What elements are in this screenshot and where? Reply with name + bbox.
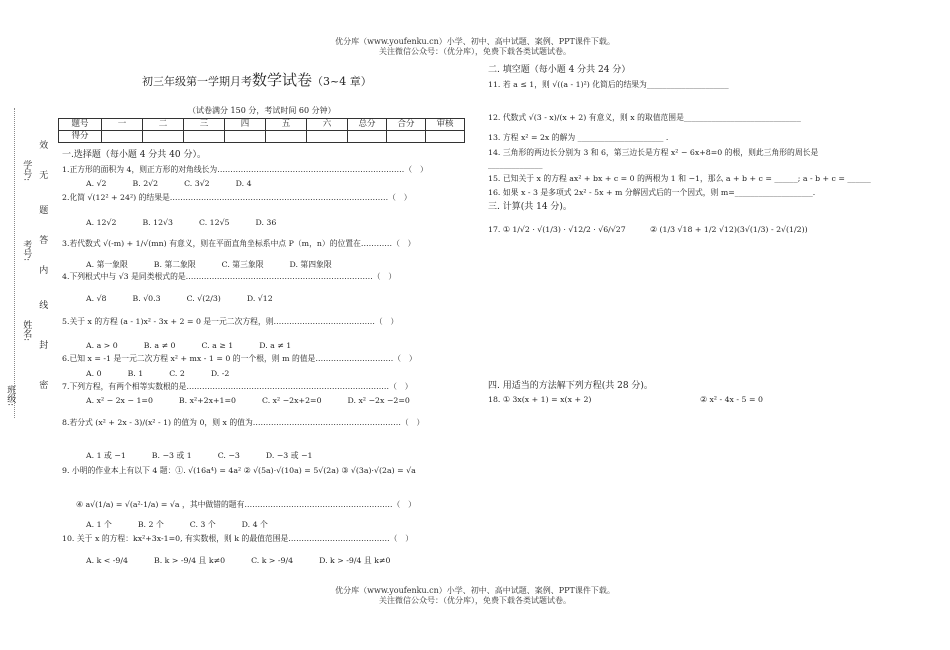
title-main: 数学试卷 [252, 71, 313, 89]
q7-options [86, 396, 436, 406]
q7-option-b[interactable]: B. x²+2x+1=0 [178, 396, 236, 405]
score-header-cell: 四 [225, 119, 266, 131]
q5-option-b[interactable]: B. a ≠ 0 [143, 341, 176, 350]
q7-option-d[interactable]: D. x² −2x −2=0 [347, 396, 410, 405]
q10-option-a[interactable]: A. k < -9/4 [86, 556, 128, 565]
page-title [142, 71, 372, 90]
header-bottom [0, 586, 950, 606]
q4-option-d[interactable]: D. √12 [246, 294, 273, 303]
seal-char-1: 密 [37, 380, 48, 389]
score-cell[interactable] [426, 131, 465, 143]
q9-options [86, 520, 294, 530]
score-cell[interactable] [225, 131, 266, 143]
q16: 16. 如果 x - 3 是多项式 2x² - 5x + m 分解因式后的一个因式，则 m=____________________. [488, 188, 816, 197]
seal-char-8: 效 [37, 140, 48, 149]
student-no-label: 学号: [21, 160, 32, 182]
q10-stem: 10. 关于 x 的方程：kx²+3x-1=0, 有实数根，则 k 的最值范围是…………………………………（ ） [62, 534, 414, 543]
q2-option-d[interactable]: D. 36 [255, 218, 277, 227]
q1-option-a[interactable]: A. √2 [86, 179, 107, 188]
score-header-cell: 题号 [59, 119, 102, 131]
q17-part2: ② (1/3 √18 + 1/2 √12)(3√(1/3) - 2√(1/2)) [650, 225, 808, 234]
seal-char-2: 封 [37, 340, 48, 349]
section1-heading: 一.选择题（每小题 4 分共 40 分）。 [62, 150, 206, 160]
q8-option-b[interactable]: B. −3 或 1 [151, 451, 192, 460]
score-cell[interactable] [387, 131, 426, 143]
seal-char-7: 无 [37, 170, 48, 179]
q5-options [86, 341, 317, 351]
q1-option-b[interactable]: B. 2√2 [132, 179, 159, 188]
title-post: （3~4 章） [312, 75, 372, 88]
title-pre: 初三年级第一学期月考 [142, 75, 252, 88]
q6-stem: 6.已知 x = -1 是一元二次方程 x² + mx - 1 = 0 的一个根，则 m 的值是…………………………（ ） [62, 354, 417, 363]
q6-options [86, 369, 255, 379]
q5-option-c[interactable]: C. a ≥ 1 [201, 341, 234, 350]
section4-heading: 四. 用适当的方法解下列方程(共 28 分)。 [488, 381, 653, 391]
header-bottom-line2: 关注微信公众号：（优分库），免费下载各类试题试卷。 [379, 596, 571, 605]
q4-option-a[interactable]: A. √8 [86, 294, 107, 303]
header-top [0, 37, 950, 57]
score-header-cell: 合分 [387, 119, 426, 131]
score-header-row [59, 119, 465, 131]
q3-stem: 3.若代数式 √(-m) + 1/√(mn) 有意义，则在平面直角坐标系中点 P（m，n）的位置在…………（ ） [62, 239, 416, 248]
q14-line2: ______________ [488, 160, 543, 169]
score-header-cell: 五 [266, 119, 307, 131]
q1-stem: 1.正方形的面积为 4，则正方形的对角线长为………………………………………………………………（ ） [62, 165, 428, 174]
q4-option-b[interactable]: B. √0.3 [132, 294, 161, 303]
q13: 13. 方程 x² = 2x 的解为 ______________________ . [488, 133, 669, 142]
header-top-line1: 优分库（www.youfenku.cn）小学、初中、高中试题、案例、PPT课件下载。 [335, 37, 615, 46]
score-row-label: 得分 [59, 131, 102, 143]
q15: 15. 已知关于 x 的方程 ax² + bx + c = 0 的两根为 1 和 −1，那么 a + b + c = ______; a - b + c = ______ [488, 174, 871, 183]
q6-option-b[interactable]: B. 1 [127, 369, 144, 378]
q3-option-d[interactable]: D. 第四象限 [289, 260, 332, 269]
q9-stem: 9. 小明的作业本上有以下 4 题：①. √(16a⁴) = 4a² ② √(5a)·√(10a) = 5√(2a) ③ √(3a)·√(2a) = √a [62, 466, 416, 475]
q10-option-b[interactable]: B. k > -9/4 且 k≠0 [154, 556, 226, 565]
q2-option-a[interactable]: A. 12√2 [86, 218, 117, 227]
q4-option-c[interactable]: C. √(2/3) [186, 294, 221, 303]
q9-option-c[interactable]: C. 3 个 [189, 520, 216, 529]
q8-option-a[interactable]: A. 1 或 −1 [86, 451, 126, 460]
header-top-line2: 关注微信公众号：（优分库），免费下载各类试题试卷。 [379, 47, 571, 56]
score-cell[interactable] [184, 131, 225, 143]
class-label: 班级: [5, 385, 16, 407]
score-cell[interactable] [143, 131, 184, 143]
q5-option-d[interactable]: D. a ≠ 1 [259, 341, 292, 350]
q7-stem: 7.下列方程，有两个相等实数根的是……………………………………………………………………（ ） [62, 382, 413, 391]
seal-char-6: 题 [37, 205, 48, 214]
seal-line [14, 108, 15, 418]
q4-stem: 4.下列根式中与 √3 是同类根式的是………………………………………………………………（ ） [62, 272, 397, 281]
q8-stem: 8.若分式 (x² + 2x - 3)/(x² - 1) 的值为 0，则 x 的值为…………………………………………………（ ） [62, 418, 425, 427]
q17-part1: 17. ① 1/√2 · √(1/3) · √12/2 · √6/√27 [488, 225, 626, 234]
score-cell[interactable] [266, 131, 307, 143]
q3-option-a[interactable]: A. 第一象限 [86, 260, 128, 269]
q2-option-c[interactable]: C. 12√5 [199, 218, 230, 227]
q1-option-c[interactable]: C. 3√2 [184, 179, 210, 188]
q9-option-a[interactable]: A. 1 个 [86, 520, 112, 529]
q6-option-a[interactable]: A. 0 [86, 369, 102, 378]
score-table [58, 118, 465, 143]
q12: 12. 代数式 √(3 - x)/(x + 2) 有意义，则 x 的取值范围是______________________________ [488, 113, 801, 122]
score-header-cell: 六 [307, 119, 348, 131]
q5-stem: 5.关于 x 的方程 (a - 1)x² - 3x + 2 = 0 是一元二次方程，则…………………………………（ ） [62, 317, 399, 326]
q14-line1: 14. 三角形的两边长分别为 3 和 6，第三边长是方程 x² − 6x+8=0 的根，则此三角形的周长是 [488, 148, 819, 157]
header-bottom-line1: 优分库（www.youfenku.cn）小学、初中、高中试题、案例、PPT课件下载。 [335, 586, 615, 595]
exam-no-label: 考号: [21, 240, 32, 262]
q9-option-d[interactable]: D. 4 个 [241, 520, 268, 529]
q18-part1: 18. ① 3x(x + 1) = x(x + 2) [488, 395, 592, 404]
q9-stem-2: ④ a√(1/a) = √(a²·1/a) = √a ，其中做错的题有…………………………………………………（ ） [76, 500, 416, 509]
q2-options [86, 218, 302, 228]
q6-option-c[interactable]: C. 2 [169, 369, 185, 378]
seal-char-5: 答 [37, 235, 48, 244]
q1-option-d[interactable]: D. 4 [235, 179, 252, 188]
q3-options [86, 260, 358, 270]
score-header-cell: 审核 [426, 119, 465, 131]
q8-options [86, 451, 339, 461]
q1-options [86, 179, 278, 189]
score-cell[interactable] [102, 131, 143, 143]
name-label: 姓名: [21, 320, 32, 342]
q3-option-c[interactable]: C. 第三象限 [221, 260, 264, 269]
q4-options [86, 294, 299, 304]
q5-option-a[interactable]: A. a > 0 [86, 341, 118, 350]
q10-options [86, 556, 416, 566]
q7-option-a[interactable]: A. x² − 2x − 1=0 [86, 396, 153, 405]
q6-option-d[interactable]: D. -2 [210, 369, 230, 378]
q10-option-c[interactable]: C. k > -9/4 [251, 556, 294, 565]
exam-info: （试卷满分 150 分，考试时间 60 分钟） [188, 106, 336, 115]
q3-option-b[interactable]: B. 第二象限 [153, 260, 196, 269]
score-header-cell: 一 [102, 119, 143, 131]
score-cell[interactable] [307, 131, 348, 143]
section2-heading: 二. 填空题（每小题 4 分共 24 分） [488, 65, 631, 75]
score-header-cell: 总分 [348, 119, 387, 131]
score-cell[interactable] [348, 131, 387, 143]
seal-char-4: 内 [37, 265, 48, 274]
q10-option-d[interactable]: D. k > -9/4 且 k≠0 [319, 556, 391, 565]
score-value-row [59, 131, 465, 143]
q18-part2: ② x² - 4x - 5 = 0 [700, 395, 763, 404]
q8-option-c[interactable]: C. −3 [217, 451, 240, 460]
q9-option-b[interactable]: B. 2 个 [137, 520, 164, 529]
q7-option-c[interactable]: C. x² −2x+2=0 [262, 396, 322, 405]
seal-char-3: 线 [37, 300, 48, 309]
score-header-cell: 三 [184, 119, 225, 131]
q11: 11. 若 a ≤ 1，则 √((a - 1)²) 化简后的结果为_____________________ [488, 80, 729, 89]
q8-option-d[interactable]: D. −3 或 −1 [265, 451, 313, 460]
q2-option-b[interactable]: B. 12√3 [142, 218, 173, 227]
q2-stem: 2.化简 √(12² + 24²) 的结果是…………………………………………………………………………（ ） [62, 193, 412, 202]
section3-heading: 三. 计算(共 14 分)。 [488, 202, 572, 212]
score-header-cell: 二 [143, 119, 184, 131]
